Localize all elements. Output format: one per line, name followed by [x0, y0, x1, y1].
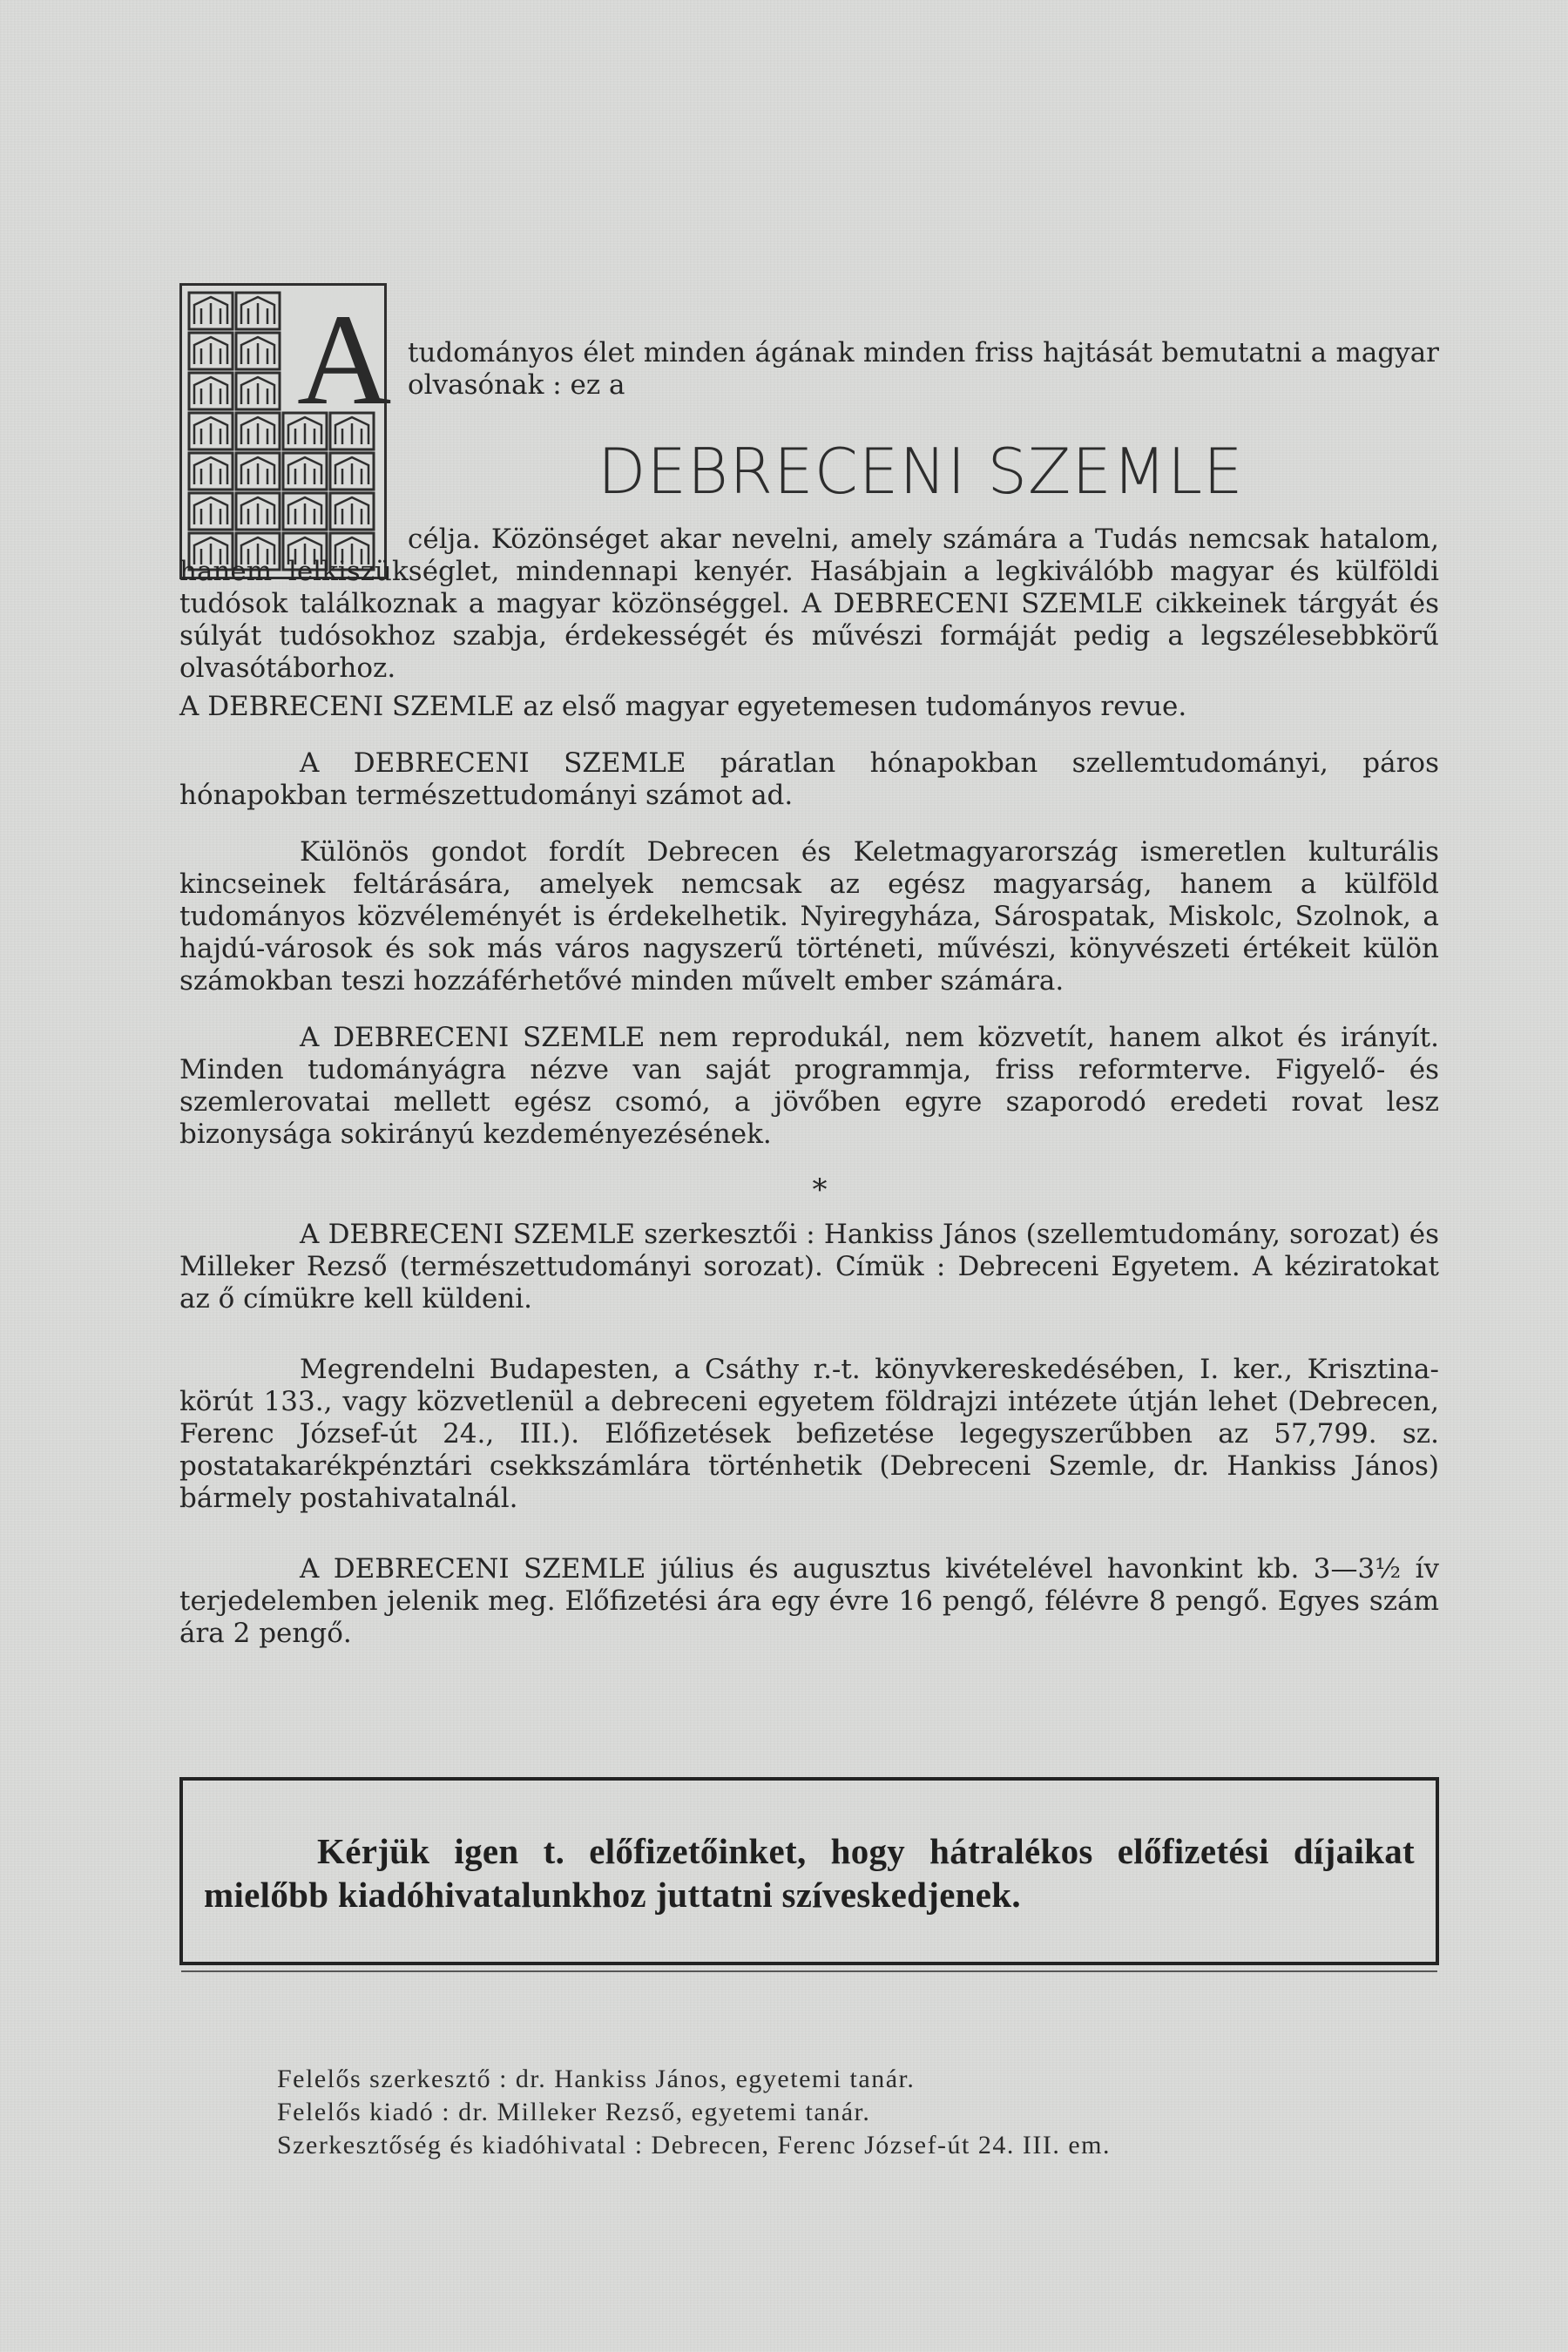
intro-line-1: tudományos élet minden ágának minden friss hajtását bemutatni a magyar olvasónak : ez a [408, 337, 1439, 401]
intro-block [179, 283, 1439, 691]
imprint [277, 2063, 1436, 2162]
paragraph-editors: A DEBRECENI SZEMLE szerkesztői : Hankiss János (szellemtudomány, sorozat) és Milleker Rezső (természettudományi sorozat). Címük : Debreceni Egyetem. A kéziratokat az ő címükre kell küldeni. [179, 1219, 1439, 1315]
masthead-title: DEBRECENI SZEMLE [598, 435, 1244, 508]
paragraph-4: A DEBRECENI SZEMLE nem reprodukál, nem közvetít, hanem alkot és irányít. Minden tudományágra nézve van saját programmja, friss reformterve. Figyelő- és szemlerovatai mellett egész csomó, a jövőben egyre szaporodó eredeti rovat lesz bizonysága sokirányú kezdeményezésének. [179, 1022, 1439, 1150]
intro-line-2: célja. Közönséget akar nevelni, amely számára a Tudás nemcsak hatalom, hanem lelkiszükséglet, mindennapi kenyér. Hasábjain a legkiválóbb magyar és külföldi tudósok találkoznak a magyar közönséggel. A DEBRECENI SZEMLE cikkeinek tárgyát és súlyát tudósokhoz szabja, érdekességét és művészi formáját pedig a legszélesebbkörű olvasótáborhoz. [179, 524, 1439, 684]
imprint-office: Szerkesztőség és kiadóhivatal : Debrecen, Ferenc József-út 24. III. em. [277, 2131, 1112, 2159]
paragraph-1: A DEBRECENI SZEMLE az első magyar egyetemesen tudományos revue. [179, 691, 1187, 722]
page-body [179, 283, 1439, 1674]
paragraph-3: Különös gondot fordít Debrecen és Keletmagyarország ismeretlen kulturális kincseinek feltárására, amelyek nemcsak az egész magyarság, hanem a külföld tudományos közvéleményét is érdekelhetik. Nyiregyháza, Sárospatak, Miskolc, Szolnok, a hajdú-városok és sok más város nagyszerű történeti, művészi, könyvészeti értékeit külön számokban teszi hozzáférhetővé minden művelt ember számára. [179, 836, 1439, 997]
initial-letter: A [297, 287, 392, 432]
notice-box [179, 1777, 1439, 1965]
paragraph-subscription: A DEBRECENI SZEMLE július és augusztus kivételével havonkint kb. 3—3½ ív terjedelemben jelenik meg. Előfizetési ára egy évre 16 pengő, félévre 8 pengő. Egyes szám ára 2 pengő. [179, 1553, 1439, 1649]
notice-text: Kérjük igen t. előfizetőinket, hogy hátralékos előfizetési díjaikat mielőbb kiadóhivatalunkhoz juttatni szíveskedjenek. [204, 1831, 1415, 1915]
section-divider-star: * [812, 1173, 828, 1207]
paragraph-2: A DEBRECENI SZEMLE páratlan hónapokban szellemtudományi, páros hónapokban természettudományi számot ad. [179, 747, 1439, 811]
imprint-editor: Felelős szerkesztő : dr. Hankiss János, egyetemi tanár. [277, 2065, 916, 2093]
imprint-publisher: Felelős kiadó : dr. Milleker Rezső, egyetemi tanár. [277, 2098, 871, 2126]
paragraph-ordering: Megrendelni Budapesten, a Csáthy r.-t. könyvkereskedésében, I. ker., Krisztina-körút 133., vagy közvetlenül a debreceni egyetem földrajzi intézete útján lehet (Debrecen, Ferenc József-út 24., III.). Előfizetések befizetése legegyszerűbben az 57,799. sz. postatakarékpénztári csekkszámlára történhetik (Debreceni Szemle, dr. Hankiss János) bármely postahivatalnál. [179, 1354, 1439, 1514]
